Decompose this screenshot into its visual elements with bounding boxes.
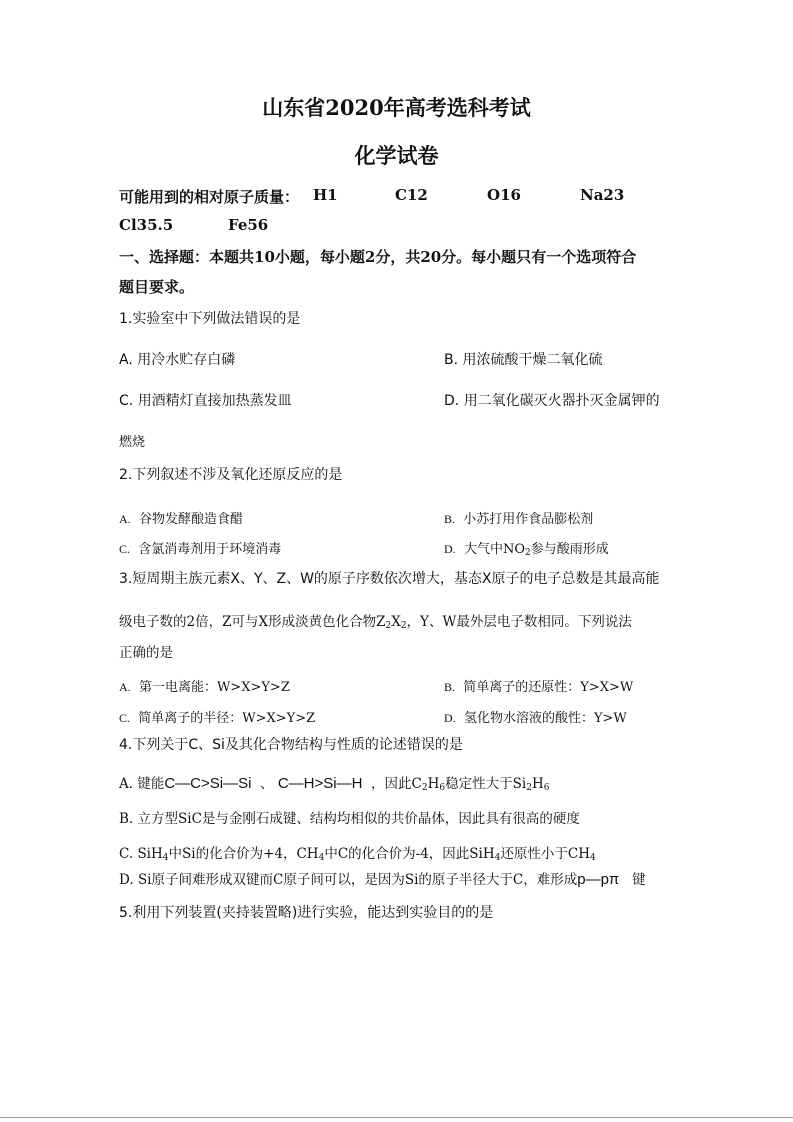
question-number: 5.: [119, 905, 133, 921]
option-text: 第一电离能：W>X>Y>Z: [138, 680, 290, 695]
option-text: 用二氧化碳灭火器扑灭金属钾的: [463, 393, 660, 409]
atomic-mass-o: O16: [487, 186, 521, 204]
subscript: 2: [400, 621, 407, 631]
question-number: 4.: [119, 737, 133, 753]
option-text: 简单离子的半径：W>X>Y>Z: [138, 711, 316, 726]
question-stem: 利用下列装置(夹持装置略)进行实验，能达到实验目的的是: [132, 905, 494, 921]
option-text: 用酒精灯直接加热蒸发皿: [137, 393, 292, 409]
option-letter: C.: [119, 542, 131, 556]
option-text: 用冷水贮存白磷: [137, 352, 236, 368]
option-text: SiH: [137, 846, 163, 862]
option-text: 键: [632, 872, 646, 888]
q4-option-c: [119, 842, 596, 863]
atomic-mass-label: 可能用到的相对原子质量：: [119, 188, 300, 206]
question-stem: 短周期主族元素X、Y、Z、W的原子序数依次增大，基态X原子的电子总数是其最高能: [132, 571, 660, 587]
question-stem: 下列叙述不涉及氧化还原反应的是: [132, 467, 343, 483]
q2-option-b: [444, 508, 593, 527]
question-3: [119, 568, 660, 588]
option-letter: A.: [119, 512, 131, 526]
option-text: 大气中NO: [463, 542, 525, 557]
option-text: 键能: [137, 776, 165, 792]
option-letter: C.: [119, 393, 134, 409]
question-4: [119, 734, 463, 754]
question-number: 2.: [119, 467, 133, 483]
option-text: H: [427, 776, 440, 792]
q3-option-a: [119, 676, 290, 695]
option-text: 还原性小于CH: [500, 846, 590, 862]
page-bottom-divider: [0, 1117, 793, 1118]
option-text: 小苏打用作食品膨松剂: [463, 512, 594, 527]
bond-expression: C—H>Si—H: [277, 775, 363, 792]
question-5: [119, 902, 493, 922]
option-letter: A.: [119, 776, 134, 792]
bond-expression: p—pπ: [577, 871, 620, 888]
q4-option-a: [119, 772, 549, 793]
option-letter: A.: [119, 680, 131, 694]
option-text: H: [531, 776, 544, 792]
subscript: 2: [526, 783, 532, 793]
option-letter: B.: [444, 512, 456, 526]
option-letter: B.: [444, 352, 459, 368]
option-letter: B.: [444, 680, 456, 694]
subscript: 2: [524, 548, 531, 558]
atomic-mass-fe: Fe56: [228, 216, 269, 234]
option-letter: D.: [444, 711, 456, 725]
q1-option-b: [444, 349, 603, 369]
option-text: 立方型SiC是与金刚石成键、结构均相似的共价晶体，因此具有很高的硬度: [137, 811, 580, 827]
option-text: Si原子间难形成双键而C原子间可以，是因为Si的原子半径大于C，难形成: [137, 872, 578, 888]
atomic-mass-na: Na23: [580, 186, 625, 204]
option-letter: C.: [119, 846, 134, 862]
subscript: 4: [162, 853, 169, 863]
atomic-mass-h: H1: [313, 186, 338, 204]
question-2: [119, 464, 342, 484]
q1-option-c: [119, 390, 292, 410]
option-text: 中Si的化合价为+4，CH: [168, 846, 319, 862]
option-text: 谷物发酵酿造食醋: [138, 512, 243, 527]
subscript: 6: [543, 783, 550, 793]
option-letter: A.: [119, 352, 133, 368]
option-text: 参与酸雨形成: [530, 542, 609, 557]
option-text: 含氯消毒剂用于环境消毒: [138, 542, 282, 557]
q1-option-d-continued: 燃烧: [119, 435, 146, 450]
option-letter: D.: [119, 872, 134, 888]
option-text: 中C的化合价为-4，因此SiH: [324, 846, 495, 862]
option-letter: D.: [444, 393, 460, 409]
option-text: 稳定性大于Si: [445, 776, 527, 792]
section-heading-line1: 一、选择题：本题共10小题，每小题2分，共20分。每小题只有一个选项符合: [119, 248, 637, 266]
subscript: 6: [439, 783, 446, 793]
exam-subtitle: 化学试卷: [354, 143, 439, 168]
question-1: [119, 308, 300, 328]
stem-text: ，Y、W最外层电子数相同。下列说法: [406, 614, 632, 630]
q2-option-c: [119, 538, 281, 557]
q2-option-a: [119, 508, 243, 527]
atomic-mass-c: C12: [395, 186, 428, 204]
q1-option-d: [444, 390, 660, 410]
question-stem: 实验室中下列做法错误的是: [132, 311, 301, 327]
atomic-mass-cl: Cl35.5: [119, 216, 174, 234]
q4-option-d: [119, 868, 646, 888]
question-number: 1.: [119, 311, 133, 327]
subscript: 4: [590, 853, 596, 863]
question-stem: 下列关于C、Si及其化合物结构与性质的论述错误的是: [132, 737, 463, 753]
option-text: 用浓硫酸干燥二氧化硫: [462, 352, 603, 368]
subscript: 2: [421, 783, 428, 793]
option-letter: C.: [119, 711, 131, 725]
q3-stem-line2: [119, 610, 632, 631]
question-number: 3.: [119, 571, 133, 587]
option-letter: B.: [119, 811, 134, 827]
q2-option-d: [444, 538, 609, 558]
subscript: 2: [385, 621, 392, 631]
q1-option-a: [119, 349, 235, 369]
subscript: 4: [318, 853, 325, 863]
exam-title: 山东省2020年高考选科考试: [262, 95, 531, 120]
bond-expression: C—C>Si—Si: [164, 775, 252, 792]
option-text: ，因此C: [371, 776, 422, 792]
stem-text: X: [391, 614, 401, 630]
option-text: 简单离子的还原性：Y>X>W: [463, 680, 634, 695]
q3-option-b: [444, 676, 633, 695]
option-text: 氢化物水溶液的酸性：Y>W: [463, 711, 627, 726]
subscript: 4: [494, 853, 501, 863]
q3-option-c: [119, 707, 315, 726]
section-heading-line2: 题目要求。: [119, 278, 195, 296]
q3-stem-line3: 正确的是: [119, 645, 173, 661]
option-text: 、: [260, 776, 274, 792]
stem-text: 级电子数的2倍，Z可与X形成淡黄色化合物Z: [119, 614, 386, 630]
q4-option-b: [119, 807, 580, 827]
q3-option-d: [444, 707, 627, 726]
option-letter: D.: [444, 542, 456, 556]
